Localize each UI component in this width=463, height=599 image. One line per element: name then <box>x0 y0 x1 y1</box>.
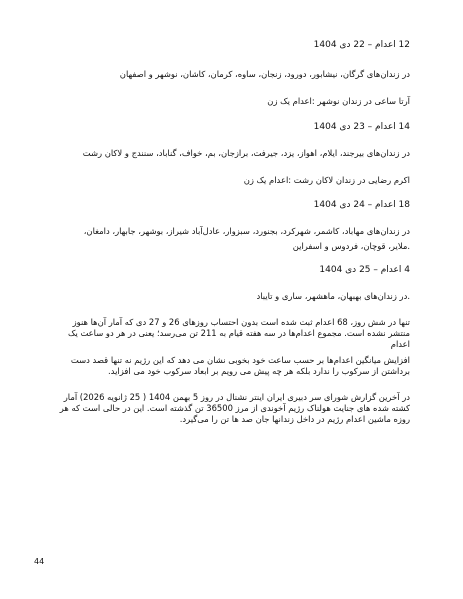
heading-4-executions: 4 اعدام – 25 دی 1404 <box>319 265 410 275</box>
heading-12-executions: 12 اعدام – 22 دی 1404 <box>313 40 410 50</box>
execution-woman-2: اکرم رضایی در زندان لاکان رشت :اعدام یک زن <box>243 175 410 185</box>
prisons-line-4: .در زندان‌های بهبهان، ماهشهر، ساری و تایباد <box>256 291 410 301</box>
summary-paragraph-2: افزایش میانگین اعدام‌ها بر حسب ساعت خود بخوبی نشان می دهد که این رژیم نه تنها قصد دست برداشتن از سرکوب را ندارد بلکه هر چه پیش می رویم بر ابعاد سرکوب خود می افزاید. <box>70 355 410 376</box>
page-number: 44 <box>34 557 45 566</box>
summary-paragraph-1: تنها در شش روز، 68 اعدام ثبت شده است بدون احتساب روزهای 26 و 27 دی که آمار آن‌ها هنوز منتشر نشده است. مجموع اعدام‌ها در سه هفته قیام به 211 تن می‌رسد؛ یعنی در هر دو ساعت یک اعدام <box>67 317 410 349</box>
prisons-line-2: در زندان‌های بیرجند، ایلام، اهواز، یزد، جیرفت، برازجان، بم، خواف، گناباد، سنندج و لاکان رشت <box>82 148 410 158</box>
heading-14-executions: 14 اعدام – 23 دی 1404 <box>313 122 410 132</box>
heading-18-executions: 18 اعدام – 24 دی 1404 <box>313 200 410 210</box>
prisons-line-3b: .ملایر، قوچان، فردوس و اسفراین <box>292 241 410 251</box>
summary-paragraph-3: در آخرین گزارش شورای سر دبیری ایران اینتر نشنال در روز 5 بهمن 1404 ( 25 ژانویه 2026) آمار کشته شده های جنایت هولناک رژیم آخوندی از مرز 36500 تن گذشته است. این در حالی است که هر روزه ماشین اعدام رژیم در داخل زندانها جان صد ها تن را می‌گیرد. <box>59 392 410 424</box>
prisons-line-3a: در زندان‌های مهاباد، کاشمر، شهرکرد، بجنورد، سبزوار، عادل‌آباد شیراز، بوشهر، جابهار، دامغان، <box>83 226 410 236</box>
prisons-line-1: در زندان‌های گرگان، نیشابور، دورود، زنجان، ساوه، کرمان، کاشان، نوشهر و اصفهان <box>119 69 410 79</box>
execution-woman-1: آرتا ساعی در زندان نوشهر :اعدام یک زن <box>267 96 410 106</box>
